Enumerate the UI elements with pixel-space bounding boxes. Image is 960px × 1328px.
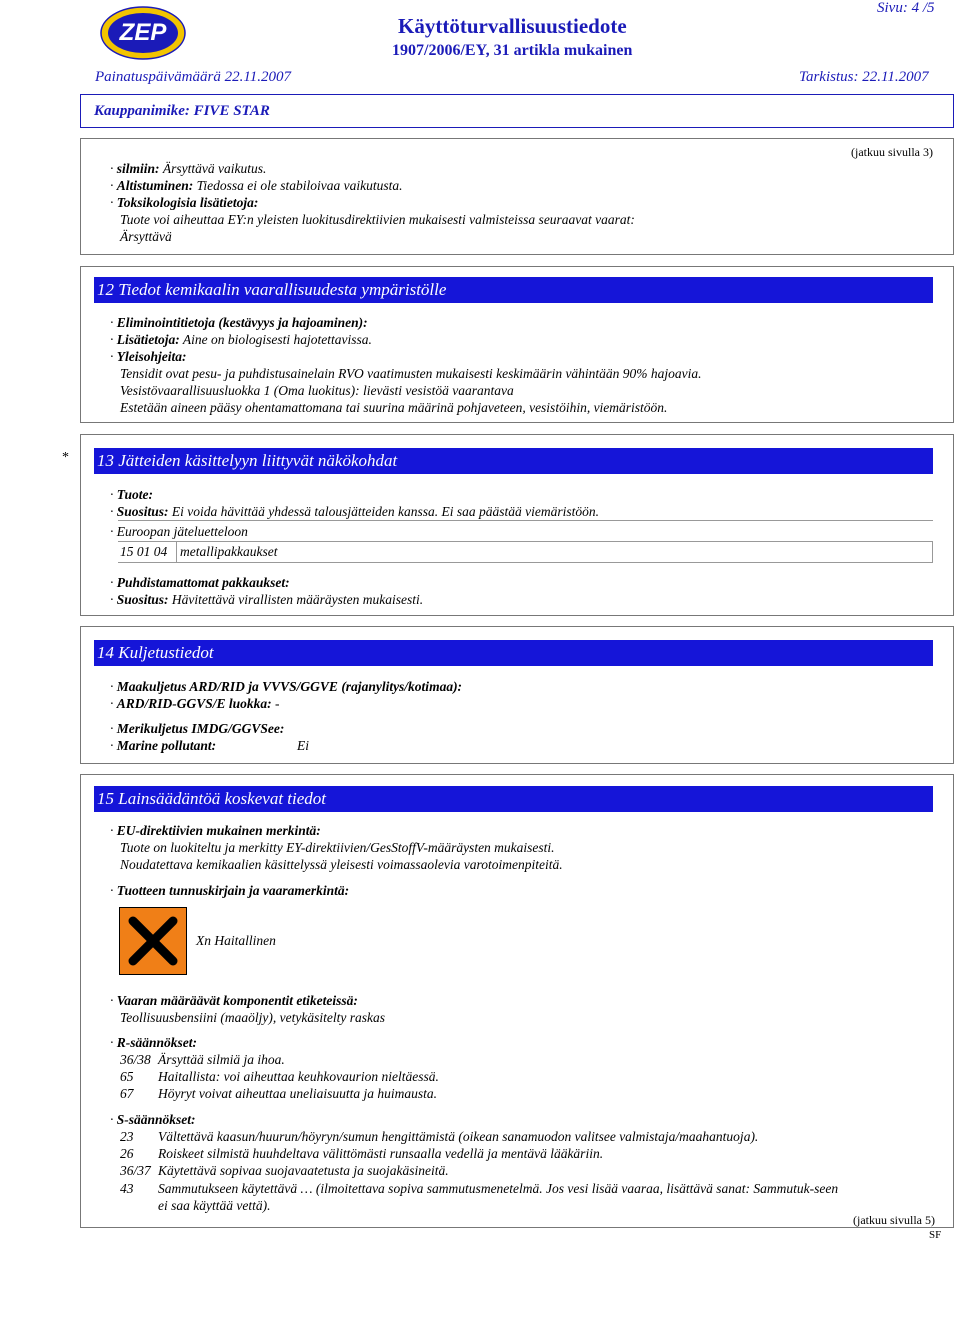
class-row <box>110 695 280 712</box>
trade-name-box <box>80 94 954 128</box>
class-value: - <box>275 696 280 711</box>
change-marker: * <box>62 450 69 465</box>
tox-extra-value: Ärsyttävä <box>120 229 172 244</box>
eyes-row <box>110 160 266 177</box>
s-text: ei saa käyttää vettä). <box>158 1198 271 1213</box>
r-code: 67 <box>120 1086 134 1101</box>
footer-lang: SF <box>929 1229 942 1241</box>
comp-row <box>110 992 358 1009</box>
r-item <box>120 1085 437 1102</box>
product-row <box>110 486 153 503</box>
s-label: · S-säännökset: <box>110 1112 196 1127</box>
catalog-code: 15 01 04 <box>120 544 168 559</box>
s12-line-2: Vesistövaarallisuusluokka 1 (Oma luokitus): lievästi vesistöä vaarantava <box>120 383 514 398</box>
s-item <box>120 1145 603 1162</box>
document-title: Käyttöturvallisuustiedote <box>398 14 627 38</box>
s-item <box>120 1180 838 1197</box>
s12-info-row <box>110 331 372 348</box>
tox-extra-text: Tuote voi aiheuttaa EY:n yleisten luokitusdirektiivien mukaisesti valmisteissa seuraavat vaarat: <box>120 212 635 227</box>
general-row <box>110 348 187 365</box>
trade-name: Kauppanimike: FIVE STAR <box>94 103 270 119</box>
marine-value: Ei <box>297 738 309 753</box>
catalog-top-rule <box>118 520 933 521</box>
general-label: · Yleisohjeita: <box>110 349 187 364</box>
unclean-label: · Puhdistamattomat pakkaukset: <box>110 575 290 590</box>
s12-info-label: · Lisätietoja: <box>110 332 180 347</box>
section-13-title: 13 Jätteiden käsittelyyn liittyvät näkökohdat <box>94 448 933 474</box>
document-subtitle: 1907/2006/EY, 31 artikla mukainen <box>392 42 633 59</box>
page-number: Sivu: 4 /5 <box>877 0 935 16</box>
eu-label: · EU-direktiivien mukainen merkintä: <box>110 823 321 838</box>
symbol-label: · Tuotteen tunnuskirjain ja vaaramerkintä: <box>110 883 349 898</box>
r-text: Ärsyttää silmiä ja ihoa. <box>158 1052 285 1067</box>
catalog-divider <box>176 542 177 562</box>
s-code: 36/37 <box>120 1163 151 1178</box>
revision-date: Tarkistus: 22.11.2007 <box>799 69 929 85</box>
logo <box>100 6 186 60</box>
eu-line-2: Noudatettava kemikaalien käsittelyssä yleisesti voimassaolevia varotoimenpiteitä. <box>120 857 563 872</box>
r-text: Höyryt voivat aiheuttaa uneliaisuutta ja huimausta. <box>158 1086 437 1101</box>
s13-rec-label: · Suositus: <box>110 504 169 519</box>
s-text: Vältettävä kaasun/huurun/höyryn/sumun hengittämistä (oikean sanamuodon valitsee valmistaja/maahantuoja). <box>158 1129 759 1144</box>
eu-row <box>110 822 321 839</box>
s12-line-3: Estetään aineen pääsy ohentamattomana tai suurina määrinä pohjaveteen, vesistöihin, viemäristöön. <box>120 400 668 415</box>
s-item <box>120 1197 270 1214</box>
catalog-label: · Euroopan jäteluetteloon <box>110 524 248 539</box>
catalog-desc: metallipakkaukset <box>180 544 278 559</box>
r-code: 65 <box>120 1069 134 1084</box>
r-row <box>110 1034 197 1051</box>
s12-info-value: Aine on biologisesti hajotettavissa. <box>182 332 372 347</box>
comp-label: · Vaaran määräävät komponentit etiketeissä: <box>110 993 358 1008</box>
class-label: · ARD/RID-GGVS/E luokka: <box>110 696 272 711</box>
eyes-value: Ärsyttävä vaikutus. <box>162 161 267 176</box>
exposure-value: Tiedossa ei ole stabiloivaa vaikutusta. <box>196 178 403 193</box>
s-row <box>110 1111 196 1128</box>
marine-label: · Marine pollutant: <box>110 738 216 753</box>
section-15-title: 15 Lainsäädäntöä koskevat tiedot <box>94 786 933 812</box>
tox-extra-row <box>110 194 258 211</box>
sea-row <box>110 720 284 737</box>
continued-to: (jatkuu sivulla 5) <box>853 1213 935 1227</box>
s-item <box>120 1162 449 1179</box>
sea-label: · Merikuljetus IMDG/GGVSee: <box>110 721 284 736</box>
s13-rec2-row <box>110 591 423 608</box>
s-item <box>120 1128 758 1145</box>
land-label: · Maakuljetus ARD/RID ja VVVS/GGVE (rajanylitys/kotimaa): <box>110 679 462 694</box>
s13-rec2-label: · Suositus: <box>110 592 169 607</box>
s-code: 26 <box>120 1146 134 1161</box>
r-code: 36/38 <box>120 1052 151 1067</box>
s12-line-1: Tensidit ovat pesu- ja puhdistusainelain RVO vaatimusten mukaisesti keskimäärin vähintään 90% hajoavia. <box>120 366 702 381</box>
exposure-label: · Altistuminen: <box>110 178 193 193</box>
section-14-title: 14 Kuljetustiedot <box>94 640 933 666</box>
eu-line-1: Tuote on luokiteltu ja merkitty EY-direktiivien/GesStoffV-määräysten mukaisesti. <box>120 840 555 855</box>
s13-rec-value: Ei voida hävittää yhdessä talousjätteiden kanssa. Ei saa päästää viemäristöön. <box>171 504 599 519</box>
s-text: Roiskeet silmistä huuhdeltava välittömästi runsaalla vedellä ja mentävä lääkäriin. <box>158 1146 604 1161</box>
r-item <box>120 1068 439 1085</box>
s-code: 23 <box>120 1129 134 1144</box>
continued-from: (jatkuu sivulla 3) <box>851 145 933 159</box>
catalog-row <box>110 523 248 540</box>
hazard-xn-icon <box>119 907 187 975</box>
print-date: Painatuspäivämäärä 22.11.2007 <box>95 69 291 85</box>
unclean-row <box>110 574 290 591</box>
tox-extra-label: · Toksikologisia lisätietoja: <box>110 195 258 210</box>
catalog-table <box>118 541 933 563</box>
land-row <box>110 678 462 695</box>
exposure-row <box>110 177 403 194</box>
symbol-row <box>110 882 349 899</box>
s13-rec2-value: Hävitettävä virallisten määräysten mukaisesti. <box>171 592 424 607</box>
s13-rec-row <box>110 503 599 520</box>
s-text: Sammutukseen käytettävä … (ilmoitettava sopiva sammutusmenetelmä. Jos vesi lisää vaaraa, lisättävä sanat: Sammutuk-seen <box>158 1181 839 1196</box>
elim-label: · Eliminointitietoja (kestävyys ja hajoaminen): <box>110 315 368 330</box>
marine-row <box>110 737 309 754</box>
section-12-title: 12 Tiedot kemikaalin vaarallisuudesta ympäristölle <box>94 277 933 303</box>
symbol-text: Xn Haitallinen <box>196 933 276 948</box>
product-label: · Tuote: <box>110 487 153 502</box>
s-text: Käytettävä sopivaa suojavaatetusta ja suojakäsineitä. <box>158 1163 449 1178</box>
elim-row <box>110 314 368 331</box>
comp-value: Teollisuusbensiini (maaöljy), vetykäsitelty raskas <box>120 1010 385 1025</box>
r-text: Haitallista: voi aiheuttaa keuhkovaurion nieltäessä. <box>158 1069 439 1084</box>
r-label: · R-säännökset: <box>110 1035 197 1050</box>
r-item <box>120 1051 285 1068</box>
logo-text: ZEP <box>119 19 167 46</box>
s-code: 43 <box>120 1181 134 1196</box>
eyes-label: · silmiin: <box>110 161 160 176</box>
